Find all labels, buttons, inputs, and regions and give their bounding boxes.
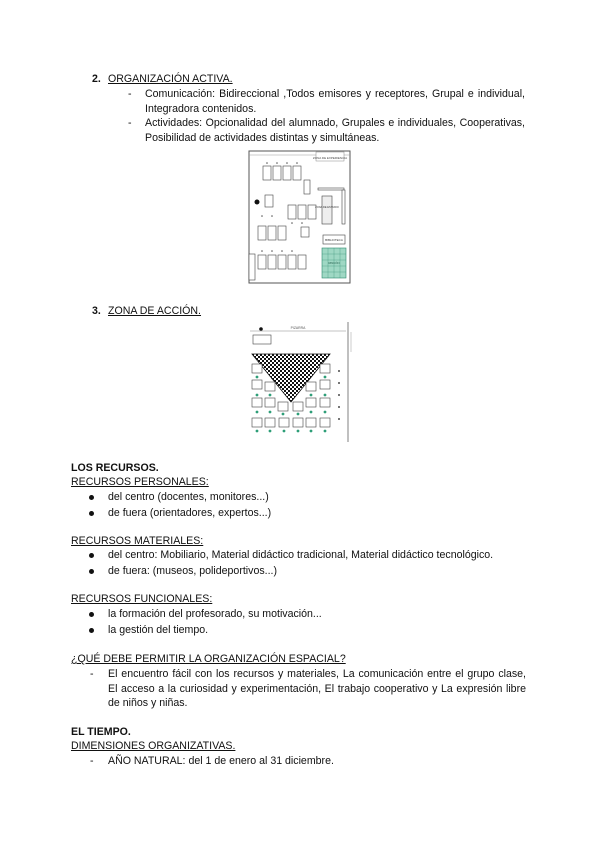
recursos-funcionales-item: la gestión del tiempo.	[108, 624, 209, 636]
recursos-materiales-item: del centro: Mobiliario, Material didáctico tradicional, Material didáctico tecnológico.	[108, 549, 494, 561]
tiempo-item: AÑO NATURAL: del 1 de enero al 31 diciembre.	[108, 755, 334, 767]
dash-marker: -	[128, 88, 132, 100]
recursos-funcionales-item: la formación del profesorado, su motivación...	[108, 608, 322, 620]
plan1-study-label: ZONA DE ESTUDIO	[315, 206, 339, 209]
recursos-materiales-item: de fuera: (museos, polideportivos...)	[108, 565, 277, 577]
tiempo-heading: DIMENSIONES ORGANIZATIVAS.	[71, 740, 236, 752]
dash-marker: -	[90, 755, 94, 767]
bullet	[89, 628, 94, 633]
recursos-materiales-heading: RECURSOS MATERIALES:	[71, 535, 204, 547]
bullet	[89, 553, 94, 558]
plan1-library-label: BIBLIOTECA	[325, 238, 343, 242]
classroom-plan-active	[248, 150, 351, 284]
recursos-title: LOS RECURSOS.	[71, 462, 159, 474]
recursos-personales-item: de fuera (orientadores, expertos...)	[108, 507, 272, 519]
section-2-item-comunicacion: Comunicación: Bidireccional ,Todos emisores y receptores, Grupal e individual, Integradora contenidos.	[145, 88, 525, 115]
plan2-action-triangle	[252, 354, 330, 402]
section-2-heading: ORGANIZACIÓN ACTIVA.	[108, 73, 233, 85]
section-3-heading: ZONA DE ACCIÓN.	[108, 305, 202, 317]
plan1-corner-label: RINCÓN	[328, 261, 340, 265]
bullet	[89, 495, 94, 500]
section-2-number: 2.	[92, 73, 101, 85]
bullet	[89, 511, 94, 516]
plan1-top-label: ZONA DE EXPERIENCIA	[312, 156, 348, 160]
dash-marker: -	[128, 117, 132, 129]
tiempo-title: EL TIEMPO.	[71, 726, 131, 738]
classroom-plan-action	[248, 322, 354, 442]
pregunta-item: El encuentro fácil con los recursos y materiales, La comunicación entre el grupo clase, El acceso a la curiosidad y experimentación, El trabajo cooperativo y La expresión libre de niños y niñas.	[108, 668, 526, 709]
bullet	[89, 612, 94, 617]
recursos-personales-heading: RECURSOS PERSONALES:	[71, 476, 209, 488]
recursos-personales-item: del centro (docentes, monitores...)	[108, 491, 269, 503]
section-2-item-actividades: Actividades: Opcionalidad del alumnado, Grupales e individuales, Cooperativas, Posibilidad de actividades distintas y simultáneas.	[145, 117, 525, 144]
dash-marker: -	[90, 668, 94, 680]
section-3-number: 3.	[92, 305, 101, 317]
recursos-funcionales-heading: RECURSOS FUNCIONALES:	[71, 593, 213, 605]
plan2-board-label: PIZARRA	[290, 326, 306, 330]
classroom-plan-action-drawing	[248, 322, 354, 442]
plan1-teacher-dot	[255, 200, 260, 205]
pregunta-heading: ¿QUÉ DEBE PERMITIR LA ORGANIZACIÓN ESPACIAL?	[71, 653, 346, 665]
classroom-plan-active-drawing	[248, 150, 351, 284]
bullet	[89, 569, 94, 574]
